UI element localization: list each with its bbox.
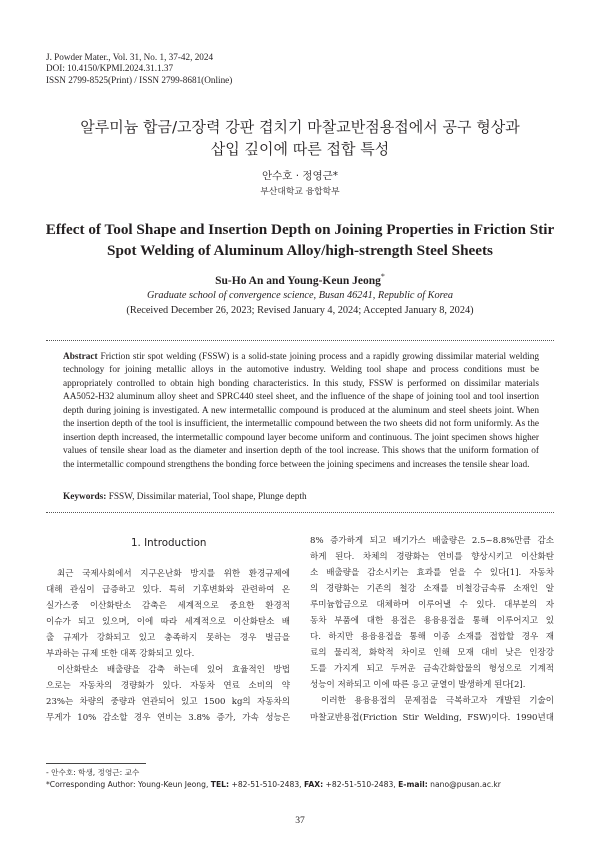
english-title-line-1: Effect of Tool Shape and Insertion Depth on Joining Properties in Friction Stir — [45, 221, 555, 238]
body-line: 무게가 10% 감소할 경우 연비는 3.8% 증가, 가속 성능은 — [46, 713, 290, 724]
fax-label: FAX: — [304, 780, 324, 789]
body-line: 루미늄합금으로 대체하며 이루어낼 수 있다. 대부분의 자 — [310, 600, 554, 611]
footnote-authors: - 안수호: 학생, 정영근: 교수 — [46, 768, 140, 777]
english-title-line-2: Spot Welding of Aluminum Alloy/high-strength Steel Sheets — [107, 242, 493, 259]
journal-meta — [46, 52, 232, 86]
body-line: 으로는 자동차의 경량화가 있다. 자동차 연료 소비의 약 — [46, 681, 290, 692]
body-line: 이슈가 되고 있으며, 이에 따라 세계적으로 이산화탄소 배 — [46, 617, 290, 628]
abstract-text: Friction stir spot welding (FSSW) is a solid-state joining process and a rapidly growing dissimilar material welding technology for joining metallic alloys in the automotive industry. Welding tool shape and process conditions must be appropriately controlled to obtain high bonding characteristics. In this study, FSSW is performed on dissimilar materials AA5052-H32 aluminum alloy sheet and SPRC440 steel sheet, and the influence of the shape of joining tool and tool insertion depth during joining is investigated. A new intermetallic compound is produced at the aluminum and steel sheets joint. When the insertion depth of the tool is insufficient, the intermetallic compound between the two sheets did not form uniformly. As the insertion depth increased, the intermetallic compound layer become uniform and continuous. The joint specimen shows higher values of tensile shear load as the diameter and insertion depth of the tool increase. This shows that the uniform formation of the intermetallic compound strengthens the bonding force between the joining specimens and increases the tensile shear load. — [63, 352, 540, 470]
abstract — [63, 351, 539, 472]
body-line: 성능이 저하되고 이에 따른 응고 균열이 발생하게 된다[2]. — [310, 680, 526, 691]
body-line: 료의 물리적, 화학적 차이로 인해 모재 대비 낮은 인장강 — [310, 648, 554, 659]
body-line: 8% 증가하게 되고 배기가스 배출량은 2.5~8.8%만큼 감소 — [310, 536, 554, 546]
received-dates: (Received December 26, 2023; Revised January 4, 2024; Accepted January 8, 2024) — [126, 305, 474, 316]
body-column-left — [46, 566, 290, 726]
fax-value: +82-51-510-2483, — [325, 780, 396, 789]
keywords-text: FSSW, Dissimilar material, Tool shape, Plunge depth — [108, 492, 307, 502]
journal-citation: J. Powder Mater., Vol. 31, No. 1, 37-42, 2024 — [46, 52, 214, 62]
keywords — [63, 492, 539, 502]
section-heading: 1. Introduction — [131, 537, 207, 549]
body-line: 소 배출량을 감소시키는 효과를 얻을 수 있다[1]. 자동차 — [310, 568, 554, 579]
body-column-right — [310, 533, 554, 726]
body-line: 23%는 차량의 중량과 연관되어 있고 1500 kg의 자동차의 — [46, 697, 290, 708]
issn: ISSN 2799-8525(Print) / ISSN 2799-8681(Online) — [46, 74, 233, 85]
tel-value: +82-51-510-2483, — [231, 780, 302, 789]
english-authors-names: Su-Ho An and Young-Keun Jeong — [215, 274, 381, 287]
abstract-label: Abstract — [63, 352, 98, 362]
korean-title-line-2: 삽입 깊이에 따른 접합 특성 — [210, 140, 390, 158]
abstract-top-divider — [46, 340, 554, 341]
korean-title-line-1: 알루미늄 합금/고장력 강판 겹치기 마찰교반점용접에서 공구 형상과 — [80, 118, 520, 136]
body-line: 마찰교반용접(Friction Stir Welding, FSW)이다. 1990년대 — [310, 712, 554, 723]
body-line: 이러한 용융용접의 문제점을 극복하고자 개발된 기술이 — [321, 696, 554, 707]
keywords-label: Keywords: — [63, 492, 107, 502]
body-line: 하게 된다. 차체의 경량화는 연비를 향상시키고 이산화탄 — [310, 552, 554, 563]
english-authors — [0, 272, 600, 287]
doi-link[interactable]: DOI: 10.4150/KPMI.2024.31.1.37 — [46, 63, 174, 74]
body-line: 동차 부품에 대한 용접은 용융용접을 통해 이루어지고 있 — [310, 616, 554, 627]
corresponding-author-mark: * — [380, 272, 385, 281]
english-affiliation: Graduate school of convergence science, Busan 46241, Republic of Korea — [146, 290, 454, 301]
footnote-rule — [46, 763, 146, 764]
tel-label: TEL: — [210, 780, 230, 789]
body-line: 대해 관심이 급증하고 있다. 특히 기후변화와 관련하여 온 — [46, 585, 290, 596]
body-line: 이산화탄소 배출량을 감축 하는데 있어 효율적인 방법 — [57, 665, 290, 676]
body-line: 의 경량화는 기존의 철강 소재를 비철강금속류 소재인 알 — [310, 584, 554, 595]
email-label: E-mail: — [398, 780, 428, 789]
body-line: 출 규제가 강화되고 있고 충족하지 못하는 경우 벌금을 — [46, 633, 290, 644]
korean-authors: 안수호 · 정영근* — [261, 170, 339, 182]
body-line: 최근 국제사회에서 지구온난화 방지를 위한 환경규제에 — [57, 569, 290, 579]
corresponding-author: *Corresponding Author: Young-Keun Jeong, — [46, 780, 209, 789]
page-number: 37 — [295, 815, 305, 826]
email-link[interactable]: nano@pusan.ac.kr — [430, 780, 501, 789]
korean-affiliation: 부산대학교 융합학부 — [260, 187, 340, 197]
footnote-corresponding — [46, 780, 501, 789]
body-line: 부과하는 규제 또한 대폭 강화되고 있다. — [46, 649, 195, 660]
abstract-bottom-divider — [46, 512, 554, 513]
body-line: 다. 하지만 용융용접을 통해 이종 소재를 접합할 경우 재 — [310, 632, 554, 643]
body-line: 실가스중 이산화탄소 감축은 세계적으로 중요한 환경적 — [46, 601, 290, 612]
english-title — [30, 219, 570, 261]
body-line: 도를 가지게 되고 두꺼운 금속간화합물의 형성으로 기계적 — [310, 664, 554, 675]
korean-title — [30, 116, 570, 160]
